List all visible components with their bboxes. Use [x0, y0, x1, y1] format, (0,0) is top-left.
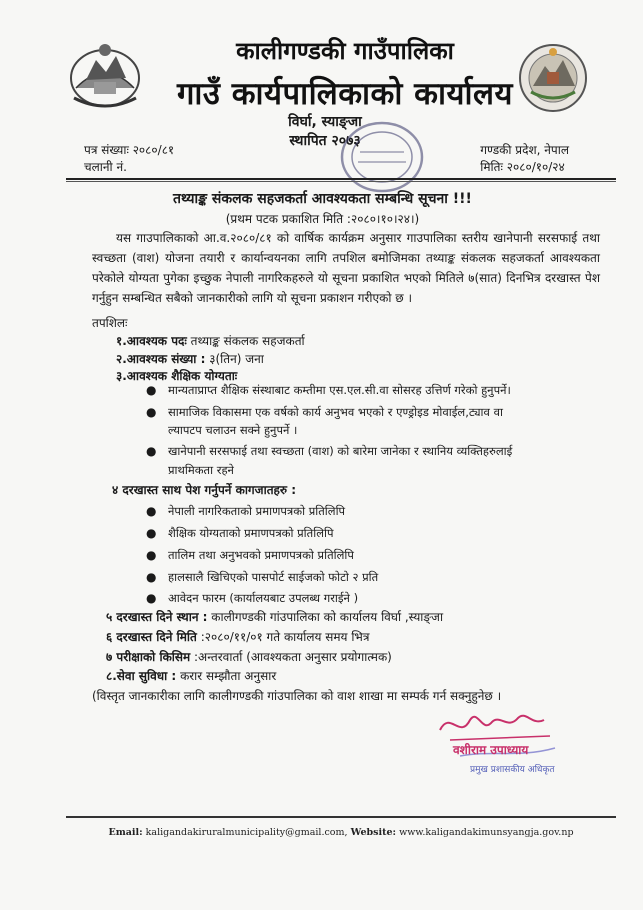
documents-item — [112, 481, 296, 498]
dispatch-number: चलानी नं. — [84, 160, 127, 174]
notice-title: तथ्याङ्क संकलक सहजकर्ता आवश्यकता सम्बन्धि सूचना !!! — [173, 191, 472, 207]
exam-item — [106, 648, 392, 665]
email-link[interactable]: kaligandakiruralmunicipality@gmail.com, — [145, 827, 348, 838]
bullet-icon: ● — [146, 504, 157, 518]
post-value: तथ्याङ्क संकलक सहजकर्ता — [190, 334, 305, 348]
facility-value: करार सम्झौता अनुसार — [180, 669, 277, 683]
website-link[interactable]: www.kaligandakimunsyangja.gov.np — [399, 827, 574, 838]
closing-note: (विस्तृत जानकारीका लागि कालीगण्डकी गांउपालिका को वाश शाखा मा सम्पर्क गर्न सक्नुहुनेछ । — [92, 689, 502, 703]
post-item — [116, 332, 305, 349]
exam-value: :अन्तरवार्ता (आवश्यकता अनुसार प्रयोगात्मक) — [194, 650, 392, 664]
notice-intro: यस गाउपालिकाको आ.व.२०८०/८१ को वार्षिक कार्यक्रम अनुसार गाउपालिका स्तरीय खानेपानी सरसफाई तथा स्वच्छता (वाश) योजना तयारी र कार्यान्वयनका लागि तपशिल बमोजिमका तथ्याङ्क संकलक सहजकर्ता आवश्यकता परेकोले योग्यता पुगेका इच्छुक नेपाली नागरिकहरुले यो सूचना प्रकाशित भएको मितिले ७(सात) दिनभित्र दरखास्त पेश गर्नुहुन सम्बन्धित सबैको जानकारीको लागि यो सूचना प्रकाशन गरीएको छ । — [92, 231, 600, 305]
list-item: ● खानेपानी सरसफाई तथा स्वच्छता (वाश) को बारेमा जानेका र स्थानिय व्यक्तिहरुलाई — [168, 442, 512, 461]
bullet-icon: ● — [146, 405, 157, 419]
bullet-icon: ● — [146, 548, 157, 562]
details-heading: तपशिलः — [92, 316, 128, 330]
nepal-emblem-icon — [66, 38, 144, 110]
place-value: कालीगण्डकी गांउपालिका को कार्यालय विर्घा ,स्याङ्जा — [211, 610, 444, 624]
office-location: विर्घा, स्याङ्जा — [288, 114, 362, 130]
reference-right — [480, 142, 569, 176]
signatory-title: प्रमुख प्रशासकीय अधिकृत — [470, 765, 555, 775]
letter-number: पत्र संख्याः २०८०/८१ — [84, 143, 175, 157]
facility-item — [106, 667, 276, 684]
province: गण्डकी प्रदेश, नेपाल — [480, 143, 569, 157]
established-year: स्थापित २०७३ — [289, 133, 361, 149]
signatory-name: वशीराम उपाध्याय — [453, 743, 529, 757]
count-label: २.आवश्यक संख्या : — [116, 352, 206, 366]
reference-left — [84, 142, 174, 176]
list-item: ● हालसालै खिचिएको पासपोर्ट साईजको फोटो २ प्रति — [168, 568, 378, 587]
header-divider-thin — [66, 181, 616, 182]
bullet-icon: ● — [146, 526, 157, 540]
letter-date: मितिः २०८०/१०/२४ — [480, 160, 565, 174]
list-item: ● सामाजिक विकासमा एक वर्षको कार्य अनुभव भएको र एण्ड्रोइड मोवाईल,ट्याव वा — [168, 403, 503, 422]
bullet-icon: ● — [146, 444, 157, 458]
list-item: ● शैक्षिक योग्यताको प्रमाणपत्रको प्रतिलिपि — [168, 524, 334, 543]
list-item: ● आवेदन फारम (कार्यालयबाट उपलब्ध गराईने ) — [168, 589, 358, 608]
municipality-name: कालीगण्डकी गाउँपालिका — [236, 37, 454, 65]
list-item: ● नेपाली नागरिकताको प्रमाणपत्रको प्रतिलिपि — [168, 502, 345, 521]
bullet-icon: ● — [146, 383, 157, 397]
count-item — [116, 350, 264, 367]
office-stamp-icon — [338, 118, 426, 196]
website-label: Website: — [350, 827, 397, 838]
list-item: ● मान्यताप्राप्त शैक्षिक संस्थाबाट कम्तीमा एस.एल.सी.वा सोसरह उत्तिर्ण गरेको हुनुपर्ने। — [168, 381, 511, 400]
footer-divider — [66, 816, 616, 818]
email-label: Email: — [108, 827, 143, 838]
exam-label: ७ परीक्षाको किसिम — [106, 650, 191, 664]
count-value: ३(तिन) जना — [209, 352, 264, 366]
date-value: :२०८०/११/०१ गते कार्यालय समय भित्र — [200, 630, 370, 644]
post-label: १.आवश्यक पदः — [116, 334, 187, 348]
office-name: गाउँ कार्यपालिकाको कार्यालय — [176, 76, 514, 112]
place-item — [106, 608, 443, 625]
footer-contact — [66, 827, 616, 838]
bullet-icon: ● — [146, 570, 157, 584]
date-label: ६ दरखास्त दिने मिति — [106, 630, 197, 644]
bullet-icon: ● — [146, 591, 157, 605]
list-item-continuation: ल्यापटप चलाउन सक्ने हुनुपर्ने । — [168, 423, 298, 437]
facility-label: ८.सेवा सुविधा : — [106, 669, 177, 683]
qualification-label: ३.आवश्यक शैक्षिक योग्यताः — [116, 369, 238, 383]
documents-label: ४ दरखास्त साथ पेश गर्नुपर्ने कागजातहरु : — [112, 483, 297, 497]
notice-subtitle: (प्रथम पटक प्रकाशित मिति :२०८०।१०।२४।) — [225, 212, 420, 226]
place-label: ५ दरखास्त दिने स्थान : — [106, 610, 208, 624]
header-divider — [66, 178, 616, 180]
list-item-continuation: प्राथमिकता रहने — [168, 463, 234, 477]
date-item — [106, 628, 370, 645]
list-item: ● तालिम तथा अनुभवको प्रमाणपत्रको प्रतिलिपि — [168, 546, 354, 565]
